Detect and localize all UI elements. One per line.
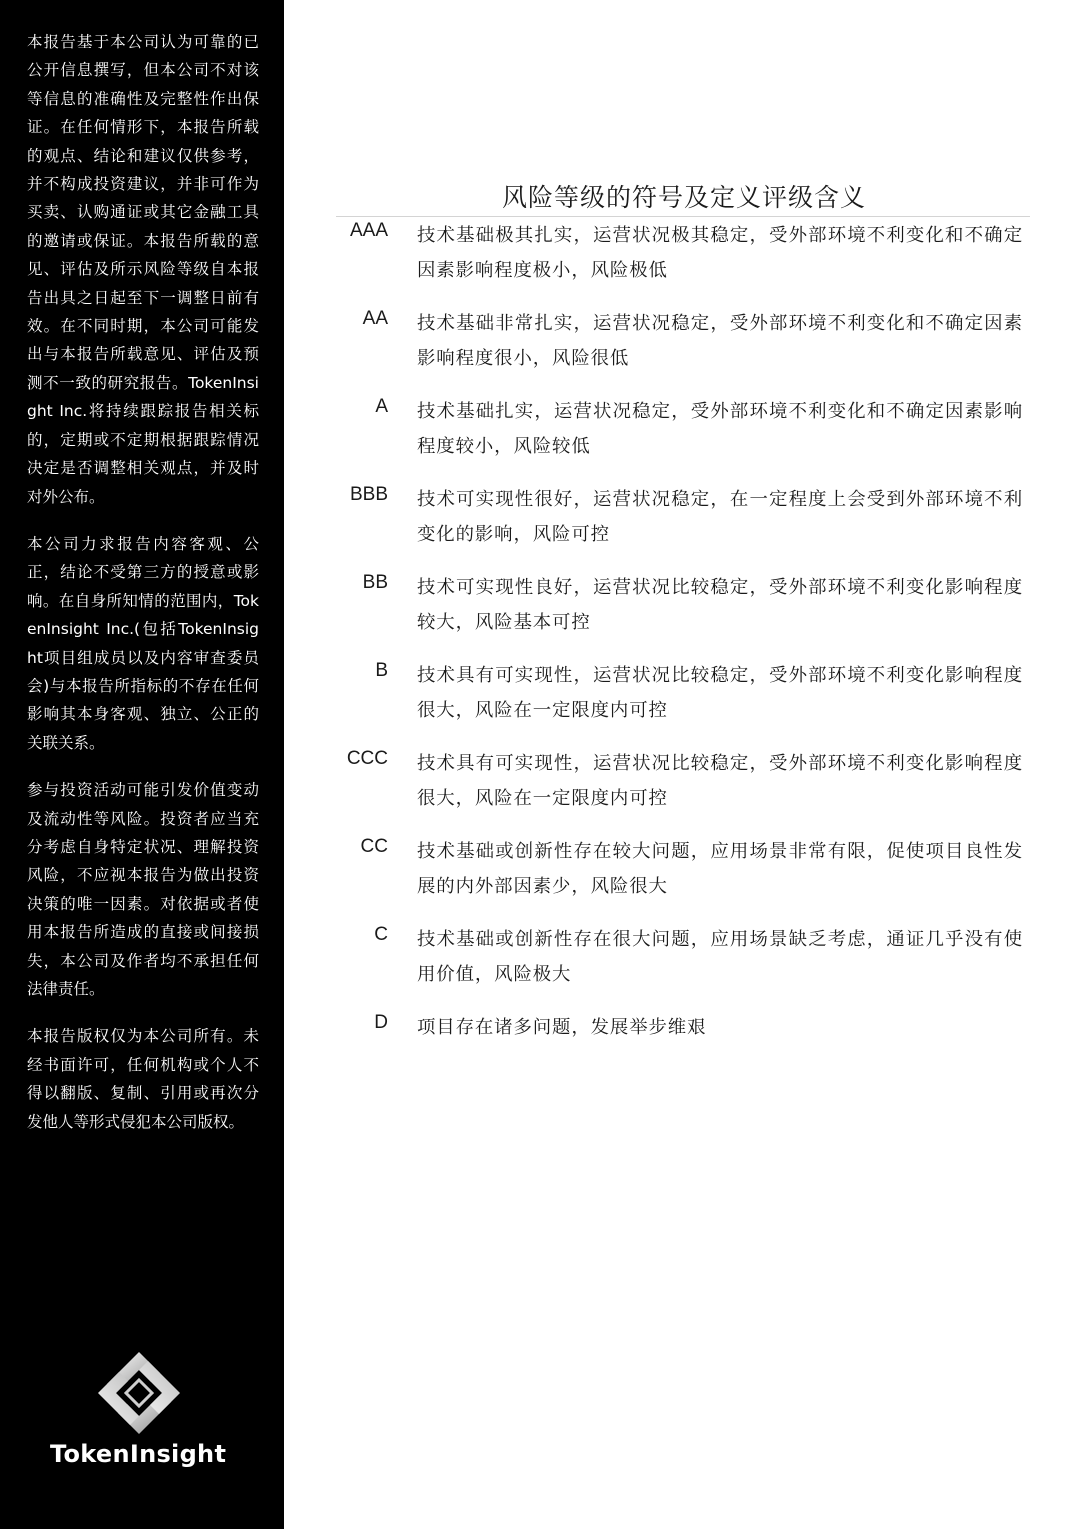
- rating-definition: 技术可实现性很好，运营状况稳定，在一定程度上会受到外部环境不利变化的影响，风险可控: [417, 489, 1023, 545]
- page-title: 风险等级的符号及定义评级含义: [501, 183, 866, 212]
- rating-symbol: AA: [362, 308, 388, 329]
- disclaimer-sidebar: [0, 0, 284, 1529]
- rating-row: [336, 1006, 1030, 1094]
- rating-definition: 技术基础非常扎实，运营状况稳定，受外部环境不利变化和不确定因素影响程度很小，风险很低: [417, 313, 1023, 369]
- rating-row: [336, 566, 1030, 654]
- rating-symbol: CCC: [346, 748, 388, 769]
- rating-definition: 技术基础扎实，运营状况稳定，受外部环境不利变化和不确定因素影响程度较小，风险较低: [417, 401, 1023, 457]
- logo-wordmark: TokenInsight: [50, 1440, 227, 1468]
- rating-row: [336, 830, 1030, 918]
- rating-symbol: A: [375, 396, 388, 417]
- rating-symbol: BBB: [349, 484, 388, 505]
- logo-mark-icon: [98, 1352, 180, 1434]
- rating-row: [336, 918, 1030, 1006]
- rating-row: [336, 742, 1030, 830]
- rating-definition: 技术可实现性良好，运营状况比较稳定，受外部环境不利变化影响程度较大，风险基本可控: [417, 577, 1023, 633]
- rating-symbol: CC: [360, 836, 388, 857]
- rating-symbol: D: [374, 1012, 388, 1033]
- disclaimer-paragraph: 本报告基于本公司认为可靠的已公开信息撰写，但本公司不对该等信息的准确性及完整性作出保证。在任何情形下，本报告所载的观点、结论和建议仅供参考，并不构成投资建议，并非可作为买卖、认购通证或其它金融工具的邀请或保证。本报告所载的意见、评估及所示风险等级自本报告出具之日起至下一调整日前有效。在不同时期，本公司可能发出与本报告所载意见、评估及预测不一致的研究报告。TokenInsight Inc.将持续跟踪报告相关标的，定期或不定期根据跟踪情况决定是否调整相关观点，并及时对外公布。: [27, 33, 259, 506]
- rating-row: [336, 302, 1030, 390]
- rating-definition: 技术基础或创新性存在很大问题，应用场景缺乏考虑，通证几乎没有使用价值，风险极大: [417, 929, 1023, 985]
- rating-definition: 技术基础极其扎实，运营状况极其稳定，受外部环境不利变化和不确定因素影响程度极小，风险极低: [417, 225, 1023, 281]
- disclaimer-paragraph: 参与投资活动可能引发价值变动及流动性等风险。投资者应当充分考虑自身特定状况、理解投资风险，不应视本报告为做出投资决策的唯一因素。对依据或者使用本报告所造成的直接或间接损失，本公司及作者均不承担任何法律责任。: [27, 781, 259, 998]
- disclaimer-paragraph: 本报告版权仅为本公司所有。未经书面许可，任何机构或个人不得以翻版、复制、引用或再次分发他人等形式侵犯本公司版权。: [27, 1027, 259, 1131]
- rating-definition: 项目存在诸多问题，发展举步维艰: [417, 1017, 707, 1038]
- rating-definition: 技术具有可实现性，运营状况比较稳定，受外部环境不利变化影响程度很大，风险在一定限度内可控: [417, 753, 1023, 809]
- rating-definition: 技术基础或创新性存在较大问题，应用场景非常有限，促使项目良性发展的内外部因素少，风险很大: [417, 841, 1023, 897]
- tokeninsight-logo: [50, 1352, 234, 1468]
- rating-row: [336, 214, 1030, 302]
- rating-symbol: B: [375, 660, 388, 681]
- rating-symbol: AAA: [349, 220, 388, 241]
- rating-row: [336, 390, 1030, 478]
- rating-symbol: C: [374, 924, 388, 945]
- disclaimer-text: [27, 28, 259, 1155]
- rating-row: [336, 654, 1030, 742]
- ratings-table: [336, 214, 1030, 1094]
- disclaimer-paragraph: 本公司力求报告内容客观、公正，结论不受第三方的授意或影响。在自身所知情的范围内，TokenInsight Inc.(包括TokenInsight项目组成员以及内容审查委员会)与本报告所指标的不存在任何影响其本身客观、独立、公正的关联关系。: [27, 534, 259, 752]
- rating-definition: 技术具有可实现性，运营状况比较稳定，受外部环境不利变化影响程度很大，风险在一定限度内可控: [417, 665, 1023, 721]
- rating-symbol: BB: [362, 572, 388, 593]
- rating-row: [336, 478, 1030, 566]
